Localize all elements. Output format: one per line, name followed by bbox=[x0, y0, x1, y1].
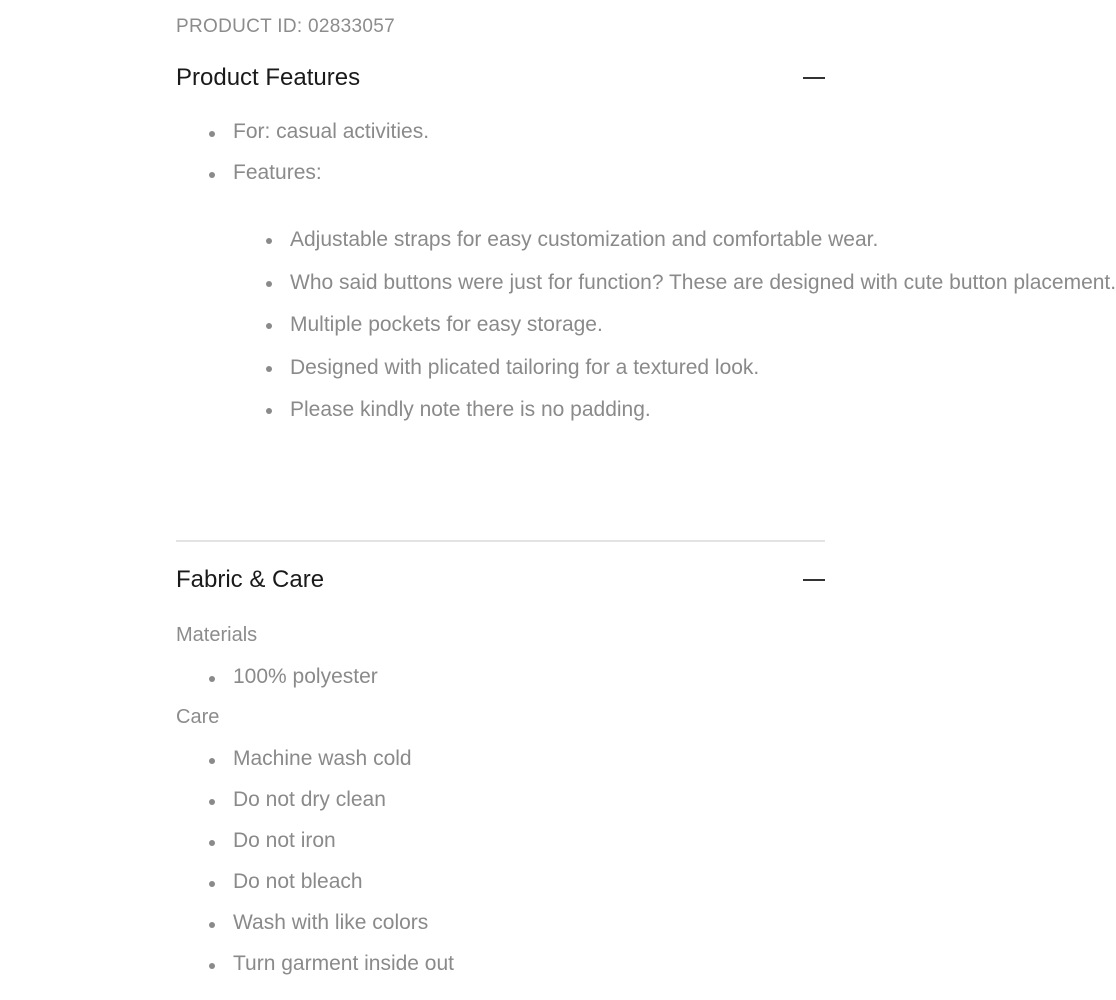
care-list bbox=[233, 747, 454, 993]
product-features-header[interactable] bbox=[176, 64, 825, 104]
list-item: For: casual activities. bbox=[233, 120, 429, 161]
features-list bbox=[233, 120, 429, 202]
features-sublist bbox=[290, 219, 1116, 432]
list-item: Who said buttons were just for function? These are designed with cute button placement. bbox=[290, 262, 810, 305]
list-item: Do not dry clean bbox=[233, 788, 454, 829]
minus-icon[interactable] bbox=[801, 66, 825, 90]
section-title: Fabric & Care bbox=[176, 566, 325, 593]
fabric-care-header[interactable] bbox=[176, 566, 825, 606]
list-item: Multiple pockets for easy storage. bbox=[290, 304, 810, 347]
section-title: Product Features bbox=[176, 64, 361, 91]
minus-icon[interactable] bbox=[801, 568, 825, 592]
list-item: 100% polyester bbox=[233, 665, 378, 706]
section-divider bbox=[176, 540, 825, 542]
materials-label: Materials bbox=[176, 624, 258, 646]
list-item: Do not iron bbox=[233, 829, 454, 870]
list-item: Machine wash cold bbox=[233, 747, 454, 788]
list-item: Adjustable straps for easy customization and comfortable wear. bbox=[290, 219, 810, 262]
product-id: PRODUCT ID: 02833057 bbox=[176, 16, 395, 37]
materials-list bbox=[233, 665, 378, 706]
care-label: Care bbox=[176, 706, 220, 728]
list-item: Features: bbox=[233, 161, 429, 202]
list-item: Do not bleach bbox=[233, 870, 454, 911]
list-item: Designed with plicated tailoring for a textured look. bbox=[290, 347, 810, 390]
list-item: Turn garment inside out bbox=[233, 952, 454, 993]
list-item: Wash with like colors bbox=[233, 911, 454, 952]
list-item: Please kindly note there is no padding. bbox=[290, 389, 810, 432]
